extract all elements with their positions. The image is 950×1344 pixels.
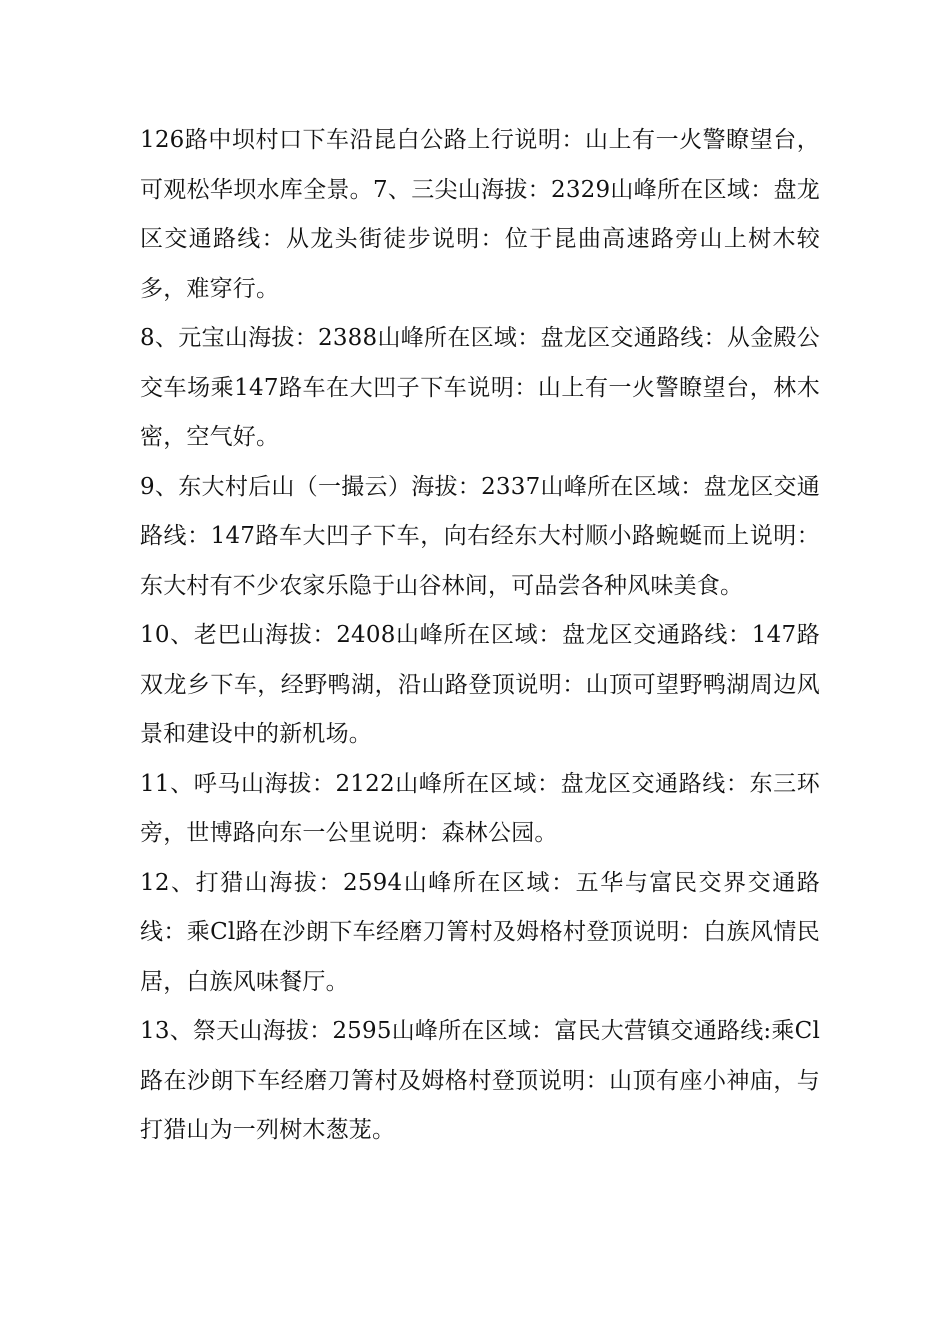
paragraph-2: 8、元宝山海拔：2388山峰所在区域：盘龙区交通路线：从金殿公交车场乘147路车在大凹子下车说明：山上有一火警瞭望台，林木密，空气好。	[140, 325, 820, 450]
paragraph-1: 126路中坝村口下车沿昆白公路上行说明：山上有一火警瞭望台，可观松华坝水库全景。7、三尖山海拔：2329山峰所在区域：盘龙区交通路线：从龙头街徒步说明：位于昆曲高速路旁山上树木较多，难穿行。	[140, 127, 820, 302]
paragraph-6: 12、打猎山海拔：2594山峰所在区域：五华与富民交界交通路线：乘Cl路在沙朗下车经磨刀箐村及姆格村登顶说明：白族风情民居，白族风味餐厅。	[140, 869, 820, 995]
paragraph-7: 13、祭天山海拔：2595山峰所在区域：富民大营镇交通路线:乘Cl路在沙朗下车经磨刀箐村及姆格村登顶说明：山顶有座小神庙，与打猎山为一列树木葱茏。	[140, 1018, 820, 1143]
paragraph-4: 10、老巴山海拔：2408山峰所在区域：盘龙区交通路线：147路双龙乡下车，经野鸭湖，沿山路登顶说明：山顶可望野鸭湖周边风景和建设中的新机场。	[140, 622, 820, 747]
paragraph-3: 9、东大村后山（一撮云）海拔：2337山峰所在区域：盘龙区交通路线：147路车大凹子下车，向右经东大村顺小路蜿蜒而上说明：东大村有不少农家乐隐于山谷林间，可品尝各种风味美食。	[140, 473, 820, 599]
paragraph-5: 11、呼马山海拔：2122山峰所在区域：盘龙区交通路线：东三环旁，世博路向东一公里说明：森林公园。	[140, 770, 820, 846]
document-body	[140, 116, 820, 1156]
